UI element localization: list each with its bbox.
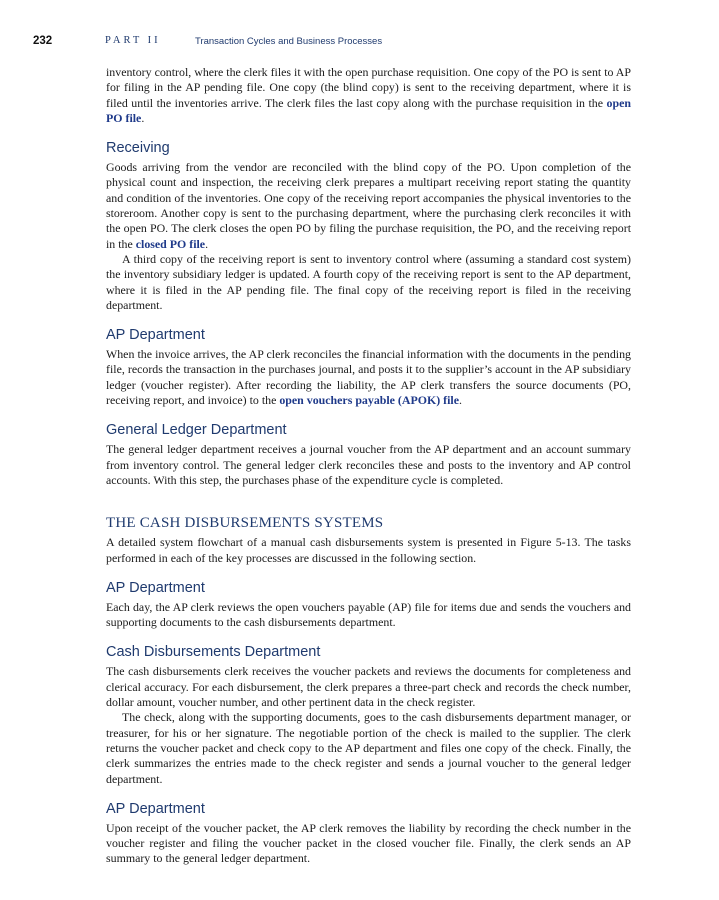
ap-department-1-paragraph <box>106 347 631 408</box>
intro-text: inventory control, where the clerk files it with the open purchase requisition. One copy of the PO is sent to AP for filing in the AP pending file. One copy (the blind copy) is sent to the receiving department, where it is filed until the inventories arrive. The clerk files the last copy along with the purchase requisition in the <box>106 65 631 110</box>
page-number: 232 <box>33 35 53 47</box>
receiving-paragraph-2: A third copy of the receiving report is sent to inventory control where (assuming a standard cost system) the inventory subsidiary ledger is updated. A fourth copy of the receiving report is sent to the AP department, where it is filed in the AP pending file. The final copy of the receiving report is filed in the receiving department. <box>106 251 631 312</box>
intro-end: . <box>141 110 145 125</box>
general-ledger-paragraph: The general ledger department receives a journal voucher from the AP department and an account summary from inventory control. The general ledger clerk reconciles these and posts to the inventory and AP control accounts. With this step, the purchases phase of the expenditure cycle is completed. <box>106 442 631 487</box>
heading-cash-disbursements-systems: THE CASH DISBURSEMENTS SYSTEMS <box>106 515 384 532</box>
chapter-title: Transaction Cycles and Business Processes <box>195 36 383 47</box>
heading-receiving: Receiving <box>106 140 170 157</box>
cash-disbursements-paragraph: A detailed system flowchart of a manual cash disbursements system is presented in Figure 5-13. The tasks performed in each of the key processes are discussed in the following section. <box>106 535 631 565</box>
key-term-closed-po-file: closed PO file <box>135 236 206 251</box>
key-term-apok-file: open vouchers payable (APOK) file <box>279 393 460 408</box>
key-term-open-po-file: open PO file <box>106 95 631 125</box>
ap-department-2-paragraph: Each day, the AP clerk reviews the open vouchers payable (AP) file for items due and sends the vouchers and supporting documents to the cash disbursements department. <box>106 599 631 630</box>
receiving-paragraph-1 <box>106 160 631 252</box>
cash-disb-dept-paragraph-1: The cash disbursements clerk receives the voucher packets and reviews the documents for completeness and clerical accuracy. For each disbursement, the clerk prepares a three-part check and records the check number, dollar amount, voucher number, and other pertinent data in the check register. <box>106 664 631 710</box>
cash-disb-dept-paragraph-2: The check, along with the supporting documents, goes to the cash disbursements department manager, or treasurer, for his or her signature. The negotiable portion of the check is mailed to the supplier. The clerk returns the voucher packet and check copy to the AP department and files one copy of the check. Finally, the clerk summarizes the entries made to the check register and sends a journal voucher to the general ledger department. <box>106 710 631 786</box>
heading-ap-department-3: AP Department <box>106 800 205 817</box>
ap1-end: . <box>459 393 462 408</box>
heading-ap-department-2: AP Department <box>106 579 205 596</box>
ap-department-3-paragraph: Upon receipt of the voucher packet, the AP clerk removes the liability by recording the check number in the voucher register and filing the voucher packet in the closed voucher file. Finally, the clerk sends an AP summary to the general ledger department. <box>106 820 631 866</box>
running-head <box>33 35 673 51</box>
part-label: PART II <box>105 35 161 46</box>
intro-paragraph <box>106 65 631 126</box>
heading-general-ledger: General Ledger Department <box>106 422 287 439</box>
heading-cash-disbursements-department: Cash Disbursements Department <box>106 644 321 661</box>
body-content <box>106 65 631 867</box>
heading-ap-department-1: AP Department <box>106 327 205 344</box>
receiving-p1-end: . <box>205 236 209 251</box>
ap1-text: When the invoice arrives, the AP clerk reconciles the financial information with the documents in the pending file, records the transaction in the purchases journal, and posts it to the supplier’s account in the AP subsidiary ledger (voucher register). After recording the liability, the AP clerk transfers the source documents (PO, receiving report, and invoice) to the <box>106 347 631 408</box>
receiving-p1-text: Goods arriving from the vendor are reconciled with the blind copy of the PO. Upon completion of the physical count and inspection, the receiving clerk prepares a multipart receiving report stating the quantity and condition of the inventories. One copy of the receiving report accompanies the physical inventories to the storeroom. Another copy is sent to the purchasing department, where the purchasing clerk reconciles it with the open PO. The clerk closes the open PO by filing the purchase requisition, the PO, and the receiving report in the <box>106 160 631 251</box>
